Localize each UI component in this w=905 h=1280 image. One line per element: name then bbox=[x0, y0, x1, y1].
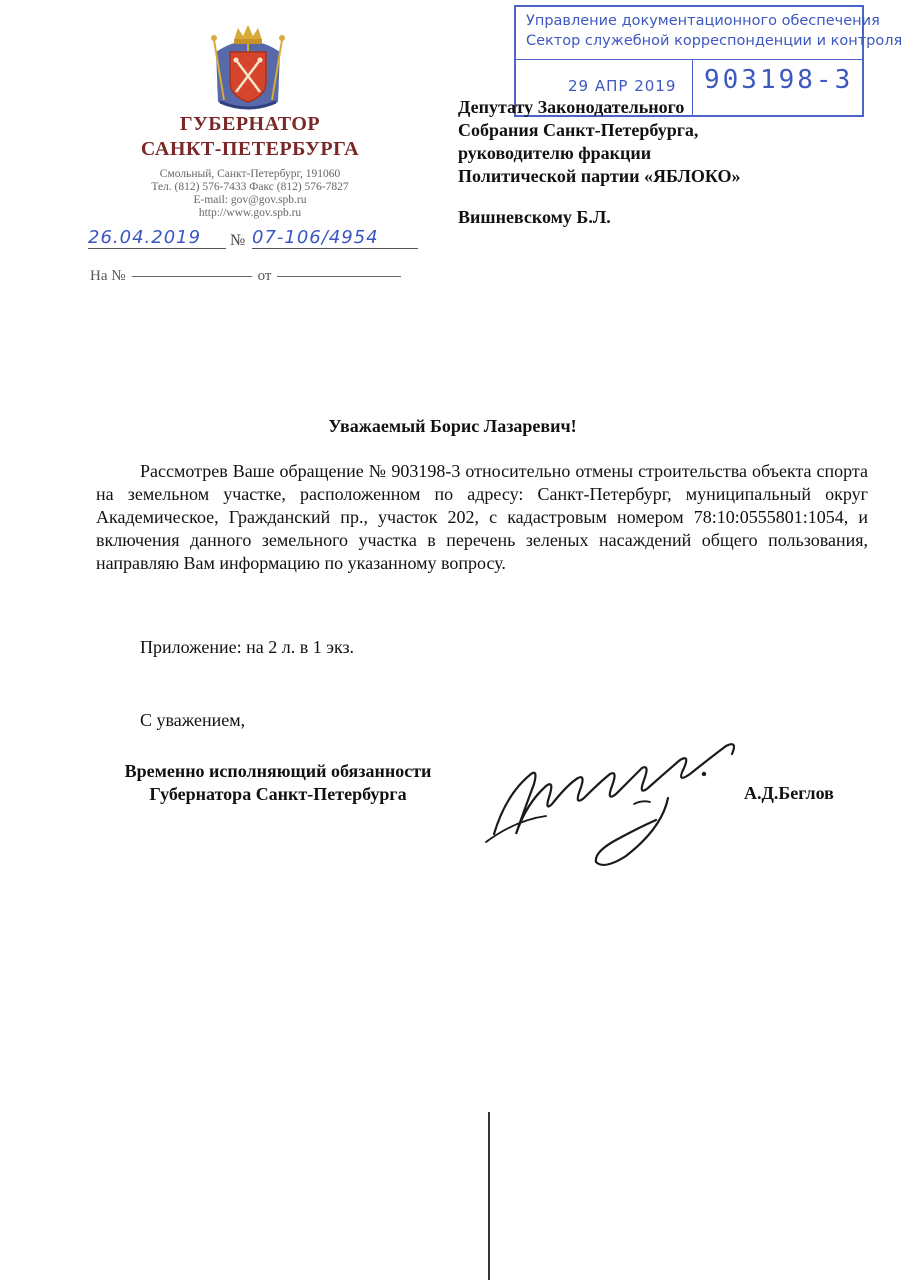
addressee-line4: Политической партии «ЯБЛОКО» bbox=[458, 166, 741, 186]
attachment-note: Приложение: на 2 л. в 1 экз. bbox=[140, 637, 355, 657]
stamp-number: 903198-3 bbox=[704, 65, 854, 95]
signer-position bbox=[90, 760, 466, 806]
fold-line bbox=[488, 1112, 490, 1280]
registration-date: 26.04.2019 bbox=[88, 228, 226, 249]
reference-label: На № bbox=[90, 268, 126, 284]
governor-title-line1: ГУБЕРНАТОР bbox=[179, 113, 321, 135]
registration-line bbox=[88, 228, 428, 254]
addressee-name: Вишневскому Б.Л. bbox=[458, 207, 611, 227]
letterhead-phone-fax: Тел. (812) 576-7433 Факс (812) 576-7827 bbox=[151, 181, 349, 193]
closing: С уважением, bbox=[140, 710, 246, 730]
addressee-block bbox=[458, 96, 878, 229]
reference-from-label: от bbox=[257, 268, 272, 284]
letterhead-contacts bbox=[100, 168, 400, 220]
letterhead-website: http://www.gov.spb.ru bbox=[198, 207, 302, 219]
reference-line bbox=[90, 268, 420, 285]
addressee-line2: Собрания Санкт-Петербурга, bbox=[458, 120, 699, 140]
signer-name: А.Д.Беглов bbox=[744, 783, 834, 803]
letterhead-email: E-mail: gov@gov.spb.ru bbox=[193, 194, 307, 206]
stamp-department: Управление документационного обеспечения bbox=[526, 13, 880, 29]
signer-position-line2: Губернатора Санкт-Петербурга bbox=[149, 784, 407, 804]
reference-blank bbox=[132, 276, 252, 277]
handwritten-signature-icon bbox=[476, 724, 756, 874]
registration-number-sign: № bbox=[230, 232, 246, 249]
letter-body: Рассмотрев Ваше обращение № 903198-3 относительно отмены строительства объекта спорта на земельном участке, расположенном по адресу: Санкт-Петербург, муниципальный округ Академическое, Гражданский пр., участок 202, с кадастровым номером 78:10:0555801:1054, и включения данного земельного участка в перечень зеленых насаждений общего пользования, направляю Вам информацию по указанному вопросу. bbox=[96, 461, 868, 573]
letterhead-address: Смольный, Санкт-Петербург, 191060 bbox=[159, 168, 341, 180]
addressee-line3: руководителю фракции bbox=[458, 143, 652, 163]
governor-title bbox=[100, 112, 400, 162]
registration-number: 07-106/4954 bbox=[252, 228, 418, 249]
governor-title-line2: САНКТ-ПЕТЕРБУРГА bbox=[140, 138, 360, 160]
coat-of-arms-icon bbox=[206, 22, 290, 110]
stamp-date: 29 АПР 2019 bbox=[568, 77, 677, 95]
salutation: Уважаемый Борис Лазаревич! bbox=[328, 416, 577, 436]
stamp-sector: Сектор служебной корреспонденции и контроля bbox=[526, 33, 903, 49]
signer-position-line1: Временно исполняющий обязанности bbox=[124, 761, 432, 781]
addressee-line1: Депутату Законодательного bbox=[458, 97, 685, 117]
stamp-divider bbox=[516, 59, 862, 60]
reference-date-blank bbox=[277, 276, 401, 277]
